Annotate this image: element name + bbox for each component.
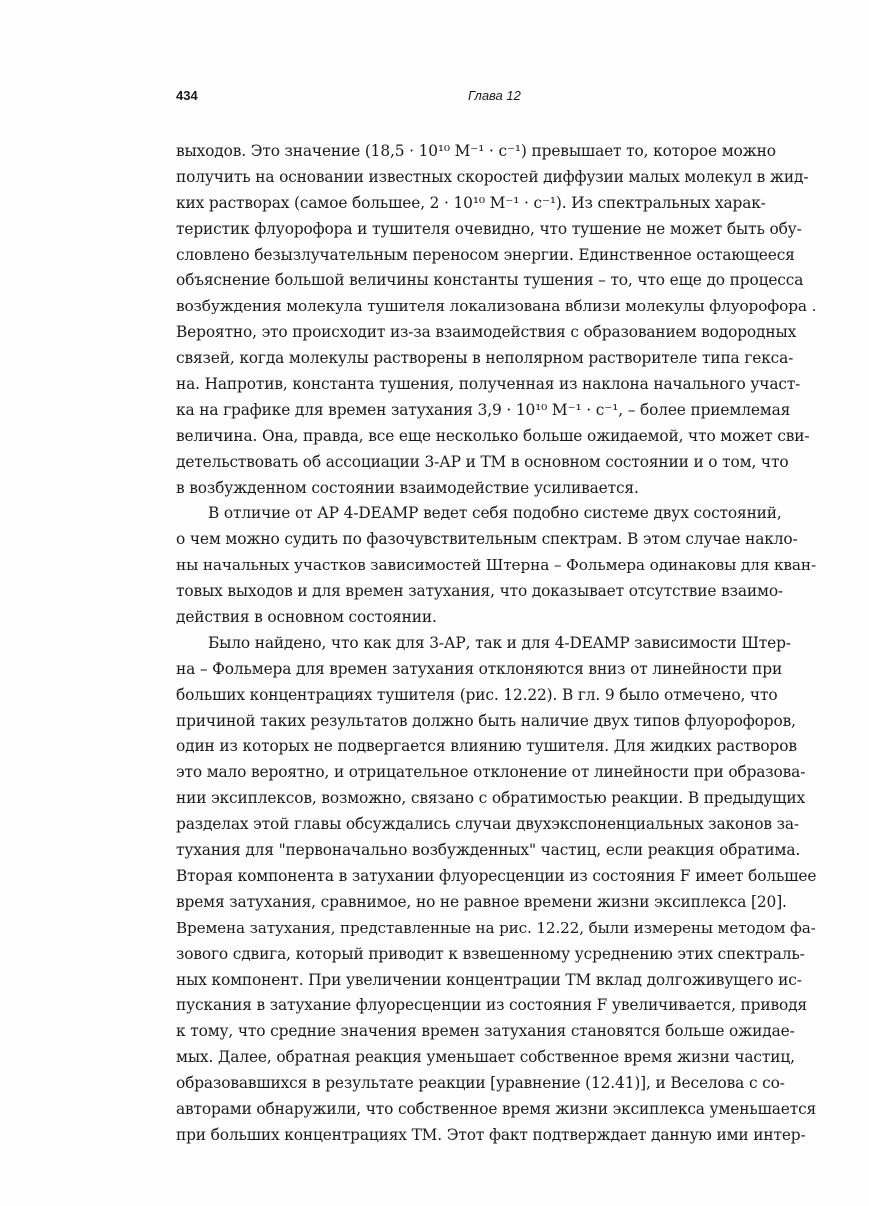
text-line: больших концентрациях тушителя (рис. 12.22). В гл. 9 было отмечено, что xyxy=(176,685,778,704)
text-line: Времена затухания, представленные на рис. 12.22, были измерены методом фа- xyxy=(176,918,816,937)
text-line: причиной таких результатов должно быть наличие двух типов флуорофоров, xyxy=(176,711,796,730)
text-line: о чем можно судить по фазочувствительным спектрам. В этом случае накло- xyxy=(176,530,798,549)
text-line: нии эксиплексов, возможно, связано с обратимостью реакции. В предыдущих xyxy=(176,789,806,808)
chapter-title: Глава 12 xyxy=(468,88,521,103)
text-line: возбуждения молекула тушителя локализована вблизи молекулы флуорофора . xyxy=(176,297,817,316)
text-line: к тому, что средние значения времен затухания становятся больше ожидае- xyxy=(176,1022,795,1041)
text-line: детельствовать об ассоциации 3-АР и ТМ в основном состоянии и о том, что xyxy=(176,452,789,471)
text-line: время затухания, сравнимое, но не равное времени жизни эксиплекса [20]. xyxy=(176,892,787,911)
text-line: ны начальных участков зависимостей Штерна – Фольмера одинаковы для кван- xyxy=(176,556,816,575)
text-line: Было найдено, что как для 3-АР, так и для 4-DEAMP зависимости Штер- xyxy=(208,633,791,652)
text-line: объяснение большой величины константы тушения – то, что еще до процесса xyxy=(176,271,804,290)
page-header xyxy=(176,88,796,108)
page-number: 434 xyxy=(176,88,198,103)
text-line: словлено безызлучательным переносом энергии. Единственное остающееся xyxy=(176,245,795,264)
text-line: ных компонент. При увеличении концентрации ТМ вклад долгоживущего ис- xyxy=(176,970,802,989)
text-line: действия в основном состоянии. xyxy=(176,608,437,627)
text-line: это мало вероятно, и отрицательное отклонение от линейности при образова- xyxy=(176,763,806,782)
text-line: выходов. Это значение (18,5 · 10¹⁰ М⁻¹ · с⁻¹) превышает то, которое можно xyxy=(176,142,776,160)
text-line: разделах этой главы обсуждались случаи двухэкспоненциальных законов за- xyxy=(176,815,799,834)
text-line: пускания в затухание флуоресценции из состояния F увеличивается, приводя xyxy=(176,996,807,1015)
text-line: тухания для "первоначально возбужденных" частиц, если реакция обратима. xyxy=(176,841,801,860)
text-line: мых. Далее, обратная реакция уменьшает собственное время жизни частиц, xyxy=(176,1048,795,1067)
text-line: товых выходов и для времен затухания, что доказывает отсутствие взаимо- xyxy=(176,582,783,601)
text-line: один из которых не подвергается влиянию тушителя. Для жидких растворов xyxy=(176,737,797,756)
text-line: теристик флуорофора и тушителя очевидно, что тушение не может быть обу- xyxy=(176,219,802,238)
text-line: на – Фольмера для времен затухания отклоняются вниз от линейности при xyxy=(176,659,783,678)
body-text xyxy=(176,139,816,1149)
text-line: величина. Она, правда, все еще несколько больше ожидаемой, что может сви- xyxy=(176,426,810,445)
text-line: на. Напротив, константа тушения, полученная из наклона начального участ- xyxy=(176,375,801,394)
text-line: в возбужденном состоянии взаимодействие усиливается. xyxy=(176,478,639,497)
paragraph xyxy=(176,501,816,630)
text-line: ка на графике для времен затухания 3,9 · 10¹⁰ М⁻¹ · с⁻¹, – более приемлемая xyxy=(176,400,791,419)
paragraph xyxy=(176,631,816,1149)
paragraph xyxy=(176,139,816,501)
text-line: ких растворах (самое большее, 2 · 10¹⁰ М⁻¹ · с⁻¹). Из спектральных харак- xyxy=(176,193,766,212)
text-line: образовавшихся в результате реакции [уравнение (12.41)], и Веселова с со- xyxy=(176,1074,785,1093)
text-line: при больших концентрациях ТМ. Этот факт подтверждает данную ими интер- xyxy=(176,1125,806,1144)
text-line: связей, когда молекулы растворены в неполярном растворителе типа гекса- xyxy=(176,349,794,368)
text-line: Вторая компонента в затухании флуоресценции из состояния F имеет большее xyxy=(176,866,817,885)
text-line: зового сдвига, который приводит к взвешенному усреднению этих спектраль- xyxy=(176,944,805,963)
text-line: авторами обнаружили, что собственное время жизни эксиплекса уменьшается xyxy=(176,1099,817,1118)
text-line: получить на основании известных скоростей диффузии малых молекул в жид- xyxy=(176,167,809,186)
text-line: Вероятно, это происходит из-за взаимодействия с образованием водородных xyxy=(176,323,797,342)
text-line: В отличие от АР 4-DEAMP ведет себя подобно системе двух состояний, xyxy=(208,504,782,523)
